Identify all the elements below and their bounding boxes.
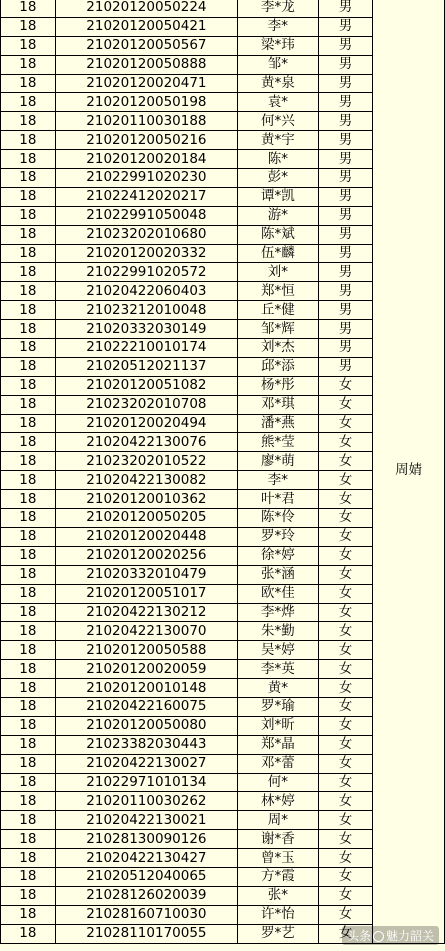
gender-cell[interactable]: 女 [318,452,373,471]
gender-cell[interactable]: 女 [318,811,373,830]
gender-cell[interactable]: 女 [318,471,373,490]
gender-cell[interactable]: 女 [318,679,373,698]
name-cell[interactable]: 周* [238,811,319,830]
watermark-account: 魅力韶关 [385,929,434,943]
name-cell[interactable]: 游* [238,206,319,225]
gender-cell[interactable]: 女 [318,433,373,452]
grade-cell[interactable]: 18 [1,754,56,773]
name-cell[interactable]: 邹*辉 [238,320,319,339]
grade-cell[interactable]: 18 [1,527,56,546]
name-cell[interactable]: 林*婷 [238,792,319,811]
gender-cell[interactable]: 女 [318,509,373,528]
gender-cell[interactable]: 男 [318,17,373,36]
grade-cell[interactable]: 18 [1,867,56,886]
gender-cell[interactable]: 女 [318,641,373,660]
name-cell[interactable]: 许*怡 [238,905,319,924]
grade-cell[interactable]: 18 [1,584,56,603]
gender-cell[interactable]: 女 [318,830,373,849]
name-cell[interactable]: 罗*玲 [238,527,319,546]
gender-cell[interactable]: 男 [318,244,373,263]
name-cell[interactable]: 邹* [238,55,319,74]
id-cell[interactable]: 21020110030262 [55,792,237,811]
gender-cell[interactable]: 男 [318,320,373,339]
grade-cell[interactable]: 18 [1,622,56,641]
name-cell[interactable]: 杨*彤 [238,376,319,395]
name-cell[interactable]: 朱*勤 [238,622,319,641]
name-cell[interactable]: 邓*蕾 [238,754,319,773]
id-cell[interactable]: 21022991050048 [55,206,237,225]
grade-cell[interactable]: 18 [1,679,56,698]
gender-cell[interactable]: 男 [318,112,373,131]
grade-cell[interactable]: 18 [1,187,56,206]
grade-cell[interactable]: 18 [1,55,56,74]
gender-cell[interactable]: 男 [318,263,373,282]
id-cell[interactable]: 21028126020039 [55,886,237,905]
id-cell[interactable]: 21020332030149 [55,320,237,339]
id-cell[interactable]: 21020422130212 [55,603,237,622]
name-cell[interactable]: 李*龙 [238,0,319,17]
id-cell[interactable]: 21020120020332 [55,244,237,263]
gender-cell[interactable]: 女 [318,395,373,414]
id-cell[interactable]: 21020120020494 [55,414,237,433]
name-cell[interactable]: 丘*健 [238,301,319,320]
name-cell[interactable]: 郑*晶 [238,735,319,754]
id-cell[interactable]: 21020422130082 [55,471,237,490]
grade-cell[interactable]: 18 [1,924,56,943]
id-cell[interactable]: 21020120050567 [55,36,237,55]
grade-cell[interactable]: 18 [1,263,56,282]
name-cell[interactable]: 陈*伶 [238,509,319,528]
id-cell[interactable]: 21020120050224 [55,0,237,17]
name-cell[interactable]: 黄*宇 [238,131,319,150]
name-cell[interactable]: 刘* [238,263,319,282]
grade-cell[interactable]: 18 [1,735,56,754]
id-cell[interactable]: 21022412020217 [55,187,237,206]
id-cell[interactable]: 21020422130027 [55,754,237,773]
name-cell[interactable]: 黄*泉 [238,74,319,93]
gender-cell[interactable]: 女 [318,867,373,886]
id-cell[interactable]: 21022971010134 [55,773,237,792]
student-table-body [1,0,445,943]
grade-cell[interactable]: 18 [1,112,56,131]
id-cell[interactable]: 21020120020184 [55,150,237,169]
name-cell[interactable]: 陈* [238,150,319,169]
name-cell[interactable]: 邱*添 [238,357,319,376]
watermark-platform: 头条 [346,929,371,943]
grade-cell[interactable]: 18 [1,641,56,660]
name-cell[interactable]: 谭*凯 [238,187,319,206]
id-cell[interactable]: 21023212010048 [55,301,237,320]
gender-cell[interactable]: 男 [318,93,373,112]
grade-cell[interactable]: 18 [1,433,56,452]
id-cell[interactable]: 21020120051082 [55,376,237,395]
name-cell[interactable]: 伍*麟 [238,244,319,263]
id-cell[interactable]: 21020512040065 [55,867,237,886]
grade-cell[interactable]: 18 [1,509,56,528]
grade-cell[interactable]: 18 [1,282,56,301]
grade-cell[interactable]: 18 [1,320,56,339]
grade-cell[interactable]: 18 [1,244,56,263]
id-cell[interactable]: 21028110170055 [55,924,237,943]
id-cell[interactable]: 21020120020256 [55,546,237,565]
name-cell[interactable]: 李* [238,471,319,490]
gender-cell[interactable]: 男 [318,187,373,206]
name-cell[interactable]: 廖*萌 [238,452,319,471]
gender-cell[interactable]: 女 [318,886,373,905]
name-cell[interactable]: 罗*艺 [238,924,319,943]
grade-cell[interactable]: 18 [1,301,56,320]
name-cell[interactable]: 郑*恒 [238,282,319,301]
name-cell[interactable]: 吴*婷 [238,641,319,660]
name-cell[interactable]: 梁*玮 [238,36,319,55]
gender-cell[interactable]: 男 [318,74,373,93]
id-cell[interactable]: 21020120051017 [55,584,237,603]
id-cell[interactable]: 21020512021137 [55,357,237,376]
grade-cell[interactable]: 18 [1,17,56,36]
grade-cell[interactable]: 18 [1,603,56,622]
at-icon [373,931,384,942]
teacher-cell[interactable]: 周婧 [373,0,445,943]
id-cell[interactable]: 21020332010479 [55,565,237,584]
grade-cell[interactable]: 18 [1,546,56,565]
gender-cell[interactable]: 男 [318,131,373,150]
gender-cell[interactable]: 女 [318,603,373,622]
name-cell[interactable]: 彭* [238,169,319,188]
gender-cell[interactable]: 男 [318,206,373,225]
grade-cell[interactable]: 18 [1,452,56,471]
grade-cell[interactable]: 18 [1,357,56,376]
gender-cell[interactable]: 女 [318,376,373,395]
gender-cell[interactable]: 男 [318,55,373,74]
gender-cell[interactable]: 女 [318,905,373,924]
id-cell[interactable]: 21022210010174 [55,339,237,358]
grade-cell[interactable]: 18 [1,169,56,188]
id-cell[interactable]: 21020120050080 [55,716,237,735]
id-cell[interactable]: 21020422160075 [55,697,237,716]
grade-cell[interactable]: 18 [1,811,56,830]
name-cell[interactable]: 欧*佳 [238,584,319,603]
name-cell[interactable]: 张* [238,886,319,905]
grade-cell[interactable]: 18 [1,660,56,679]
name-cell[interactable]: 刘*杰 [238,339,319,358]
gender-cell[interactable]: 女 [318,924,373,943]
id-cell[interactable]: 21023382030443 [55,735,237,754]
gender-cell[interactable]: 女 [318,565,373,584]
grade-cell[interactable]: 18 [1,93,56,112]
id-cell[interactable]: 21020120050205 [55,509,237,528]
name-cell[interactable]: 李* [238,17,319,36]
name-cell[interactable]: 方*霞 [238,867,319,886]
name-cell[interactable]: 罗*瑜 [238,697,319,716]
grade-cell[interactable]: 18 [1,414,56,433]
id-cell[interactable]: 21028160710030 [55,905,237,924]
id-cell[interactable]: 21023202010680 [55,225,237,244]
gender-cell[interactable]: 男 [318,225,373,244]
name-cell[interactable]: 邓*琪 [238,395,319,414]
gender-cell[interactable]: 女 [318,546,373,565]
gender-cell[interactable]: 女 [318,697,373,716]
gender-cell[interactable]: 女 [318,527,373,546]
name-cell[interactable]: 陈*斌 [238,225,319,244]
gender-cell[interactable]: 女 [318,584,373,603]
id-cell[interactable]: 21020422060403 [55,282,237,301]
gender-cell[interactable]: 女 [318,660,373,679]
gender-cell[interactable]: 男 [318,357,373,376]
gender-cell[interactable]: 男 [318,169,373,188]
id-cell[interactable]: 21020120050888 [55,55,237,74]
id-cell[interactable]: 21020120020471 [55,74,237,93]
name-cell[interactable]: 叶*君 [238,490,319,509]
grade-cell[interactable]: 18 [1,830,56,849]
grade-cell[interactable]: 18 [1,395,56,414]
id-cell[interactable]: 21020422130076 [55,433,237,452]
gender-cell[interactable]: 女 [318,754,373,773]
id-cell[interactable]: 21020422130070 [55,622,237,641]
id-cell[interactable]: 21020120020059 [55,660,237,679]
name-cell[interactable]: 何* [238,773,319,792]
id-cell[interactable]: 21020120050421 [55,17,237,36]
name-cell[interactable]: 李*英 [238,660,319,679]
grade-cell[interactable]: 18 [1,849,56,868]
gender-cell[interactable]: 女 [318,622,373,641]
name-cell[interactable]: 黄* [238,679,319,698]
grade-cell[interactable]: 18 [1,490,56,509]
id-cell[interactable]: 21023202010522 [55,452,237,471]
id-cell[interactable]: 21020120020448 [55,527,237,546]
name-cell[interactable]: 张*涵 [238,565,319,584]
grade-cell[interactable]: 18 [1,0,56,17]
id-cell[interactable]: 21023202010708 [55,395,237,414]
grade-cell[interactable]: 18 [1,131,56,150]
table-row [1,0,445,17]
name-cell[interactable]: 袁* [238,93,319,112]
grade-cell[interactable]: 18 [1,471,56,490]
grade-cell[interactable]: 18 [1,886,56,905]
name-cell[interactable]: 何*兴 [238,112,319,131]
gender-cell[interactable]: 男 [318,339,373,358]
name-cell[interactable]: 徐*婷 [238,546,319,565]
gender-cell[interactable]: 女 [318,773,373,792]
grade-cell[interactable]: 18 [1,36,56,55]
grade-cell[interactable]: 18 [1,74,56,93]
gender-cell[interactable]: 男 [318,150,373,169]
grade-cell[interactable]: 18 [1,716,56,735]
id-cell[interactable]: 21020422130021 [55,811,237,830]
name-cell[interactable]: 曾*玉 [238,849,319,868]
id-cell[interactable]: 21020120050198 [55,93,237,112]
id-cell[interactable]: 21020422130427 [55,849,237,868]
gender-cell[interactable]: 男 [318,282,373,301]
gender-cell[interactable]: 女 [318,716,373,735]
grade-cell[interactable]: 18 [1,905,56,924]
grade-cell[interactable]: 18 [1,150,56,169]
id-cell[interactable]: 21020120010148 [55,679,237,698]
gender-cell[interactable]: 女 [318,849,373,868]
gender-cell[interactable]: 男 [318,301,373,320]
name-cell[interactable]: 潘*燕 [238,414,319,433]
grade-cell[interactable]: 18 [1,339,56,358]
gender-cell[interactable]: 女 [318,735,373,754]
gender-cell[interactable]: 男 [318,36,373,55]
grade-cell[interactable]: 18 [1,697,56,716]
id-cell[interactable]: 21022991020230 [55,169,237,188]
grade-cell[interactable]: 18 [1,376,56,395]
grade-cell[interactable]: 18 [1,792,56,811]
gender-cell[interactable]: 女 [318,792,373,811]
gender-cell[interactable]: 女 [318,414,373,433]
gender-cell[interactable]: 男 [318,0,373,17]
grade-cell[interactable]: 18 [1,565,56,584]
grade-cell[interactable]: 18 [1,206,56,225]
grade-cell[interactable]: 18 [1,773,56,792]
id-cell[interactable]: 21020120050216 [55,131,237,150]
gender-cell[interactable]: 女 [318,490,373,509]
id-cell[interactable]: 21020120010362 [55,490,237,509]
id-cell[interactable]: 21020120050588 [55,641,237,660]
name-cell[interactable]: 谢*香 [238,830,319,849]
name-cell[interactable]: 刘*昕 [238,716,319,735]
name-cell[interactable]: 李*烨 [238,603,319,622]
watermark [342,926,439,945]
name-cell[interactable]: 熊*莹 [238,433,319,452]
id-cell[interactable]: 21028130090126 [55,830,237,849]
id-cell[interactable]: 21022991020572 [55,263,237,282]
id-cell[interactable]: 21020110030188 [55,112,237,131]
grade-cell[interactable]: 18 [1,225,56,244]
